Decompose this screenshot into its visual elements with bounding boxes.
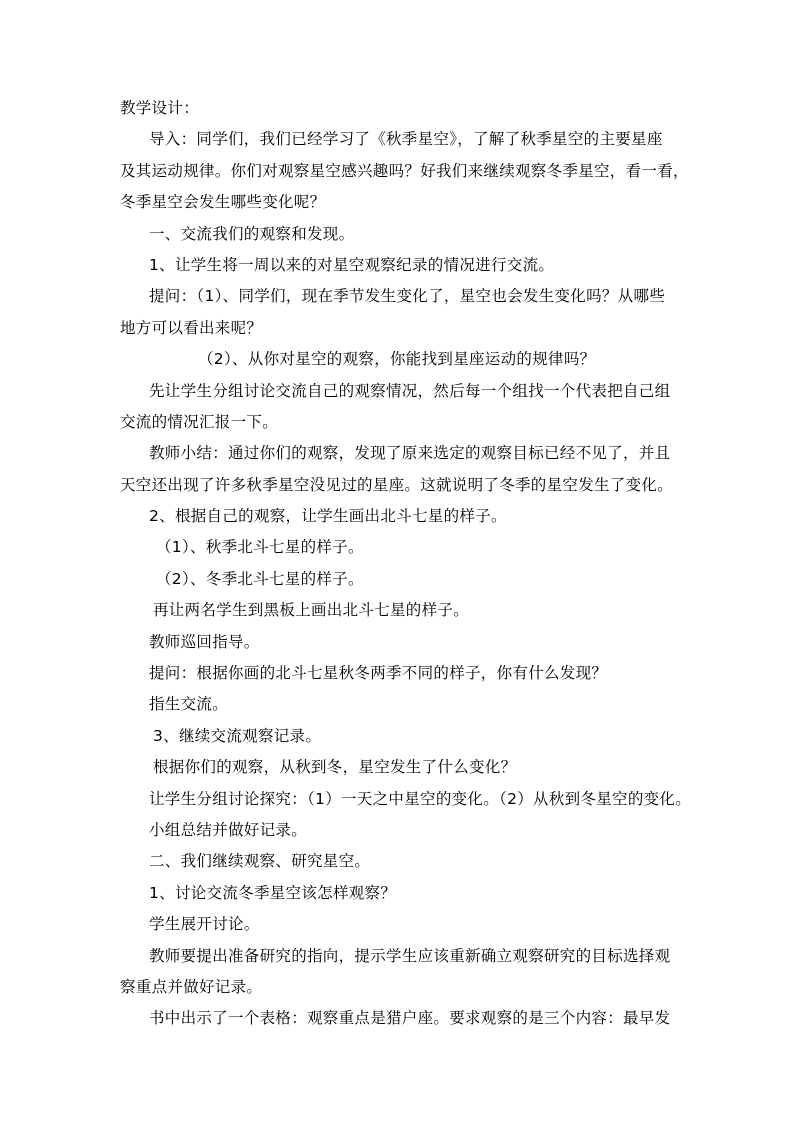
- paragraph-line: 交流的情况汇报一下。: [120, 412, 279, 431]
- paragraph-line: 及其运动规律。你们对观察星空感兴趣吗？好我们来继续观察冬季星空，看一看，: [120, 161, 689, 180]
- paragraph-line: 1、讨论交流冬季星空该怎样观察？: [149, 883, 397, 902]
- paragraph-line: 冬季星空会发生哪些变化呢？: [120, 193, 326, 212]
- paragraph-line: 提问：（1）、同学们，现在季节发生变化了，星空也会发生变化吗？从哪些: [149, 287, 666, 306]
- paragraph-line: 提问：根据你画的北斗七星秋冬两季不同的样子，你有什么发现？: [149, 664, 608, 683]
- paragraph-line: 教师小结：通过你们的观察，发现了原来选定的观察目标已经不见了，并且: [149, 444, 671, 463]
- paragraph-line: 地方可以看出来呢？: [120, 318, 263, 337]
- paragraph-line: 教师巡回指导。: [149, 632, 260, 651]
- paragraph-line: 教师要提出准备研究的指向，提示学生应该重新确立观察研究的目标选择观: [149, 946, 671, 965]
- list-item: （2）、冬季北斗七星的样子。: [156, 569, 364, 588]
- paragraph-line: 天空还出现了许多秋季星空没见过的星座。这就说明了冬季的星空发生了变化。: [120, 475, 674, 494]
- paragraph-line: 指生交流。: [149, 695, 229, 714]
- paragraph-line: 小组总结并做好记录。: [149, 820, 308, 839]
- section-heading: 教学设计：: [120, 99, 200, 117]
- paragraph-line: 2、根据自己的观察，让学生画出北斗七星的样子。: [149, 507, 507, 526]
- paragraph-line: 让学生分组讨论探究：（1）一天之中星空的变化。（2）从秋到冬星空的变化。: [149, 789, 692, 808]
- paragraph-line: 书中出示了一个表格：观察重点是猎户座。要求观察的是三个内容：最早发: [149, 1009, 671, 1028]
- paragraph-line: 根据你们的观察，从秋到冬，星空发生了什么变化？: [153, 758, 517, 777]
- paragraph-line: 察重点并做好记录。: [120, 977, 263, 996]
- paragraph-line: 导入：同学们，我们已经学习了《秋季星空》，了解了秋季星空的主要星座: [149, 130, 663, 149]
- list-item: （1）、秋季北斗七星的样子。: [156, 538, 364, 557]
- paragraph-line: 再让两名学生到黑板上画出北斗七星的样子。: [153, 601, 470, 620]
- paragraph-line: （2）、从你对星空的观察，你能找到星座运动的规律吗？: [198, 350, 596, 369]
- section-heading: 一、交流我们的观察和发现。: [149, 224, 355, 243]
- section-heading: 二、我们继续观察、研究星空。: [149, 852, 371, 871]
- paragraph-line: 3、继续交流观察记录。: [153, 726, 322, 745]
- paragraph-line: 1、让学生将一周以来的对星空观察纪录的情况进行交流。: [149, 255, 555, 274]
- document-body: [120, 93, 692, 1035]
- paragraph-line: 学生展开讨论。: [149, 915, 260, 934]
- paragraph-line: 先让学生分组讨论交流自己的观察情况，然后每一个组找一个代表把自己组: [149, 381, 671, 400]
